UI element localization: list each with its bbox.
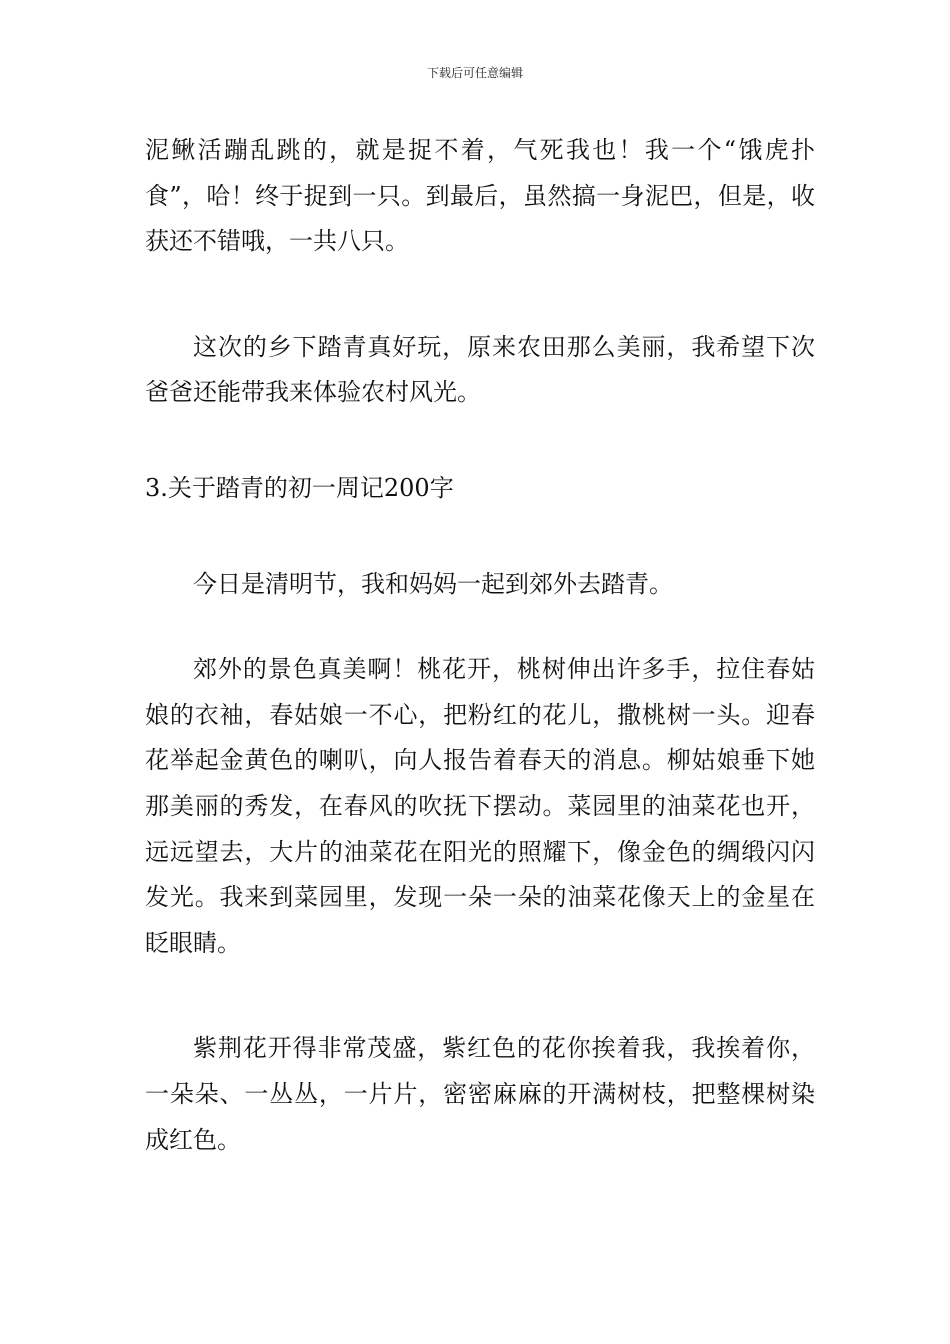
- paragraph-countryside-outing: 这次的乡下踏青真好玩，原来农田那么美丽，我希望下次爸爸还能带我来体验农村风光。: [145, 332, 815, 407]
- paragraph-qingming-intro: 今日是清明节，我和妈妈一起到郊外去踏青。: [193, 569, 673, 598]
- paragraph-suburb-scenery: 郊外的景色真美啊！桃花开，桃树伸出许多手，拉住春姑娘的衣袖，春姑娘一不心，把粉红的花儿，撒桃树一头。迎春花举起金黄色的喇叭，向人报告着春天的消息。柳姑娘垂下她那美丽的秀发，在春风的吹抚下摆动。菜园里的油菜花也开，远远望去，大片的油菜花在阳光的照耀下，像金色的绸缎闪闪发光。我来到菜园里，发现一朵一朵的油菜花像天上的金星在眨眼睛。: [145, 655, 815, 957]
- document-body: [145, 128, 815, 1163]
- paragraph-redbud-flowers: 紫荆花开得非常茂盛，紫红色的花你挨着我，我挨着你，一朵朵、一丛丛，一片片，密密麻麻的开满树枝，把整棵树染成红色。: [145, 1034, 815, 1154]
- section-heading: 3.关于踏青的初一周记200字: [145, 473, 454, 502]
- page-header: 下载后可任意编辑: [426, 66, 523, 80]
- paragraph-loach-catching: 泥鳅活蹦乱跳的，就是捉不着，气死我也！我一个“饿虎扑食”，哈！终于捉到一只。到最后，虽然搞一身泥巴，但是，收获还不错哦，一共八只。: [145, 136, 815, 256]
